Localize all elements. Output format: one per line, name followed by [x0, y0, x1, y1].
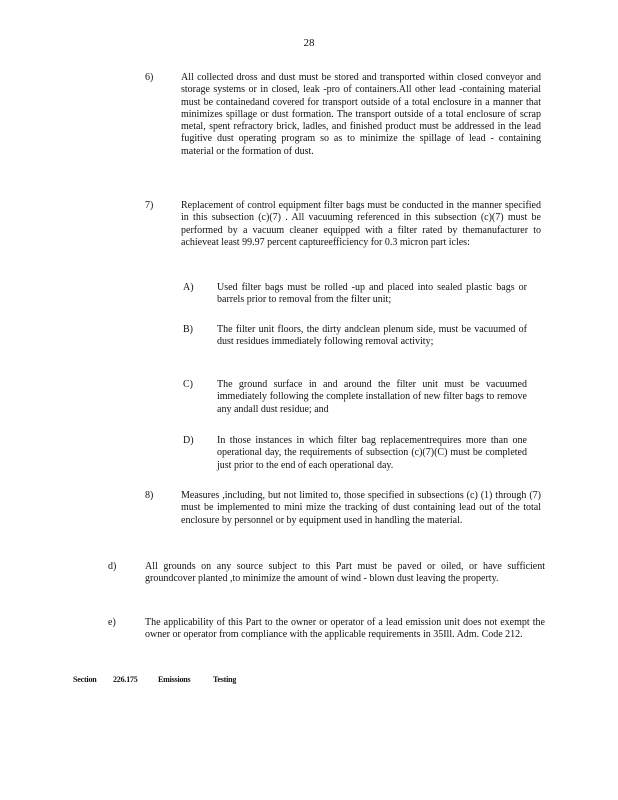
list-marker: B) — [183, 324, 193, 335]
list-item-text: The ground surface in and around the filter unit must be vacuumed immediately following the complete installation of new filter bags to remove any andall dust residue; and — [217, 379, 527, 415]
list-item-text: The applicability of this Part to the owner or operator of a lead emission unit does not exempt the owner or operator from compliance with the applicable requirements in 35Ill. Adm. Code 212. — [145, 617, 545, 641]
list-marker: d) — [108, 561, 117, 572]
list-marker: D) — [183, 435, 194, 446]
list-marker: 8) — [145, 490, 154, 501]
list-marker: e) — [108, 617, 116, 628]
list-item-text: Measures ,including, but not limited to, those specified in subsections (c) (1) through (7) must be implemented to mini mize the tracking of dust containing lead out of the total enclosure by personnel or by equipment used in handling the material. — [181, 490, 541, 526]
list-item-text: All collected dross and dust must be stored and transported within closed conveyor and storage systems or in closed, leak -pro of containers.All other lead -containing material must be containedand covered for transport outside of a total enclosure in a manner that minimizes spillage or dust formation. The transport outside of a total enclosure of scrap metal, spent refractory brick, ladles, and finished product must be addressed in the lead fugitive dust operating program so as to minimize the spillage of lead - containing material or the formation of dust. — [181, 72, 541, 157]
list-marker: A) — [183, 282, 194, 293]
list-marker: 7) — [145, 200, 154, 211]
section-number: 226.175 — [113, 675, 138, 684]
list-item-text: Replacement of control equipment filter bags must be conducted in the manner specified in this subsection (c)(7) . All vacuuming referenced in this subsection (c)(7) must be performed by a vacuum cleaner equipped with a filter rated by themanufacturer to achieveat least 99.97 percent captureefficiency for 0.3 micron part icles: — [181, 200, 541, 248]
page-number: 28 — [303, 37, 315, 49]
list-item-text: In those instances in which filter bag replacementrequires more than one operational day, the requirements of subsection (c)(7)(C) must be completed just prior to the end of each operational day. — [217, 435, 527, 471]
list-item-text: Used filter bags must be rolled -up and placed into sealed plastic bags or barrels prior to removal from the filter unit; — [217, 282, 527, 306]
list-marker: 6) — [145, 72, 154, 83]
section-title-word: Testing — [213, 675, 237, 684]
list-item-text: The filter unit floors, the dirty andclean plenum side, must be vacuumed of dust residues immediately following removal activity; — [217, 324, 527, 348]
list-item-text: All grounds on any source subject to this Part must be paved or oiled, or have sufficient groundcover planted ,to minimize the amount of wind - blown dust leaving the property. — [145, 561, 545, 585]
list-marker: C) — [183, 379, 193, 390]
section-title-word: Emissions — [158, 675, 191, 684]
section-label: Section — [73, 675, 97, 684]
